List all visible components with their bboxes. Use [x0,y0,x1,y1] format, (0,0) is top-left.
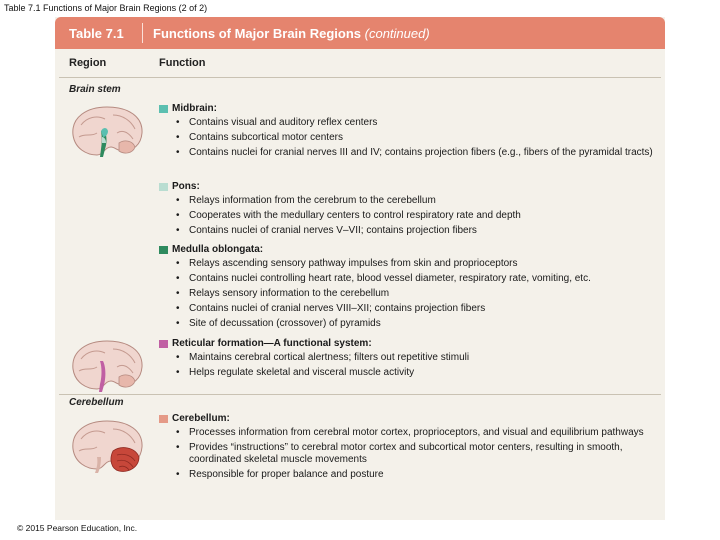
bullet-list [159,258,659,330]
list-item: • Cooperates with the medullary centers to control respiratory rate and depth [159,210,659,222]
list-item: • Contains nuclei of cranial nerves VIII–XII; contains projection fibers [159,303,659,315]
header-divider [142,23,143,43]
brain-stem-illustration [67,103,147,161]
bullet-list [159,352,659,379]
bullet-list [159,195,659,237]
list-item: • Provides “instructions” to cerebral motor cortex and subcortical motor centers, resulting in smooth, coordinated skeletal muscle movements [159,442,649,466]
column-header-region: Region [69,57,107,69]
copyright-notice: © 2015 Pearson Education, Inc. [17,523,138,533]
section-heading [159,244,659,258]
list-item: • Processes information from cerebral motor cortex, proprioceptors, and visual and equilibrium pathways [159,427,649,439]
section-heading-text: Reticular formation—A functional system: [172,338,372,349]
pons-color-swatch [159,183,168,191]
list-item: • Site of decussation (crossover) of pyramids [159,318,659,330]
list-item: • Contains nuclei for cranial nerves III and IV; contains projection fibers (e.g., fibers of the pyramidal tracts) [159,147,659,159]
section-heading-text: Midbrain: [172,103,217,114]
region-label-cerebellum: Cerebellum [69,397,124,408]
section-heading-text: Cerebellum: [172,413,230,424]
table-header-bar [55,17,665,49]
function-section-pons [159,181,659,240]
table-title-suffix: (continued) [364,26,430,41]
bullet-list [159,427,649,481]
table-title [153,26,430,41]
column-header-function: Function [159,57,206,69]
section-heading-text: Medulla oblongata: [172,244,264,255]
reticular-color-swatch [159,340,168,348]
list-item: • Maintains cerebral cortical alertness; filters out repetitive stimuli [159,352,659,364]
table-number: Table 7.1 [69,26,124,41]
list-item: • Relays ascending sensory pathway impulses from skin and proprioceptors [159,258,659,270]
list-item: • Contains nuclei controlling heart rate, blood vessel diameter, respiratory rate, vomiting, etc. [159,273,659,285]
medulla-color-swatch [159,246,168,254]
header-rule [59,77,661,78]
list-item: • Contains nuclei of cranial nerves V–VII; contains projection fibers [159,225,659,237]
list-item: • Helps regulate skeletal and visceral muscle activity [159,367,659,379]
list-item: • Relays sensory information to the cerebellum [159,288,659,300]
list-item: • Contains subcortical motor centers [159,132,659,144]
region-label-brain-stem: Brain stem [69,84,121,95]
slide-caption: Table 7.1 Functions of Major Brain Regions (2 of 2) [4,3,208,13]
section-heading [159,181,659,195]
cerebellum-color-swatch [159,415,168,423]
cerebellum-illustration [67,417,147,475]
section-heading-text: Pons: [172,181,200,192]
function-section-reticular-formation [159,338,659,382]
list-item: • Responsible for proper balance and posture [159,469,649,481]
section-heading [159,338,659,352]
section-heading [159,103,659,117]
function-section-midbrain [159,103,659,162]
bullet-list [159,117,659,159]
reticular-formation-illustration [67,337,147,395]
list-item: • Relays information from the cerebrum to the cerebellum [159,195,659,207]
table-card [55,17,665,520]
function-section-medulla-oblongata [159,244,659,333]
midbrain-color-swatch [159,105,168,113]
section-rule [59,394,661,395]
function-section-cerebellum [159,413,649,484]
list-item: • Contains visual and auditory reflex centers [159,117,659,129]
section-heading [159,413,649,427]
table-title-text: Functions of Major Brain Regions [153,26,362,41]
